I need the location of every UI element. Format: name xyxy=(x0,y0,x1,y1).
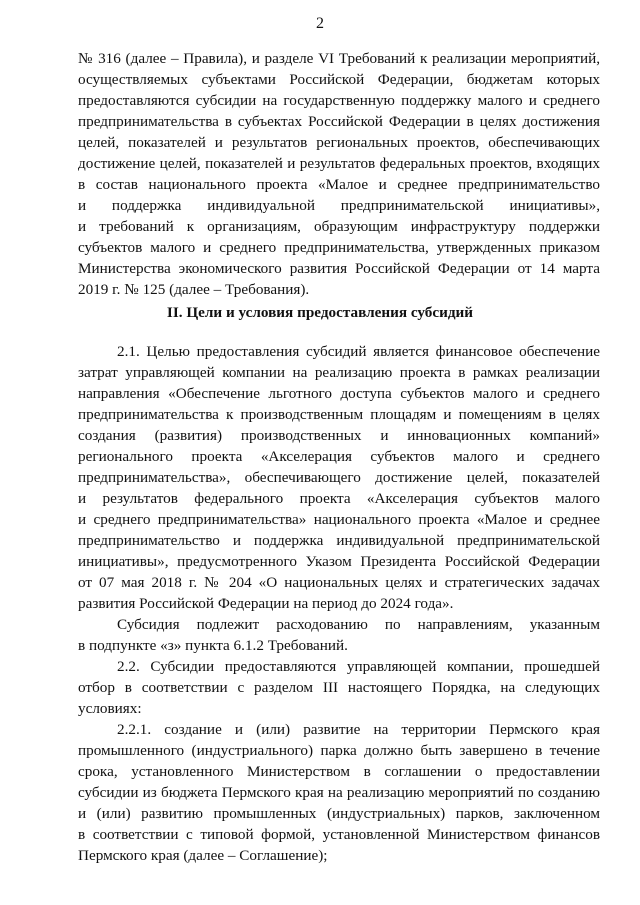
text-line: 2.2.1. создание и (или) развитие на территории Пермского края xyxy=(117,721,600,738)
text-line: и поддержка индивидуальной предпринимательской инициативы», xyxy=(78,197,600,214)
text-line: направления «Обеспечение льготного доступа субъектов малого и среднего xyxy=(78,385,600,402)
text-line: в подпункте «з» пункта 6.1.2 Требований. xyxy=(78,637,348,654)
text-line: субъектов малого и среднего предпринимательства, утвержденных приказом xyxy=(78,239,600,256)
text-line: инициативы», предусмотренного Указом Президента Российской Федерации xyxy=(78,553,600,570)
text-line: осуществляемых субъектами Российской Федерации, бюджетам которых xyxy=(78,71,600,88)
text-line: предоставляются субсидии на государственную поддержку малого и среднего xyxy=(78,92,600,109)
text-line: затрат управляющей компании на реализацию проекта в рамках реализации xyxy=(78,364,600,381)
text-line: срока, установленного Министерством в соглашении о предоставлении xyxy=(78,763,600,780)
text-line: промышленного (индустриального) парка должно быть завершено в течение xyxy=(78,742,600,759)
text-line: предпринимательства к производственным площадям и помещениям в целях xyxy=(78,406,600,423)
text-line: и требований к организациям, образующим инфраструктуру поддержки xyxy=(78,218,600,235)
page-number: 2 xyxy=(316,15,324,32)
text-line: 2019 г. № 125 (далее – Требования). xyxy=(78,281,310,298)
text-line: и (или) развитию промышленных (индустриальных) парков, заключенном xyxy=(78,805,600,822)
text-line: в соответствии с типовой формой, установленной Министерством финансов xyxy=(78,826,600,843)
text-line: достижение целей, показателей и результатов федеральных проектов, входящих xyxy=(78,155,600,172)
text-line: создания (развития) производственных и инновационных компаний» xyxy=(78,427,600,444)
text-line: и среднего предпринимательства» национального проекта «Малое и среднее xyxy=(78,511,600,528)
text-line: отбор в соответствии с разделом III настоящего Порядка, на следующих xyxy=(78,679,600,696)
text-line: субсидии из бюджета Пермского края на реализацию мероприятий по созданию xyxy=(78,784,600,801)
text-line: и результатов федерального проекта «Акселерация субъектов малого xyxy=(78,490,600,507)
text-line: Пермского края (далее – Соглашение); xyxy=(78,847,328,864)
text-line: регионального проекта «Акселерация субъектов малого и среднего xyxy=(78,448,600,465)
text-line: предпринимательства в субъектах Российской Федерации в целях достижения xyxy=(78,113,600,130)
text-line: развития Российской Федерации на период до 2024 года». xyxy=(78,595,454,612)
text-line: в состав национального проекта «Малое и среднее предпринимательство xyxy=(78,176,600,193)
text-line: предпринимательства», обеспечивающего достижение целей, показателей xyxy=(78,469,600,486)
text-line: Субсидия подлежит расходованию по направлениям, указанным xyxy=(117,616,600,633)
text-line: № 316 (далее – Правила), и разделе VI Требований к реализации мероприятий, xyxy=(78,50,600,67)
text-line: 2.2. Субсидии предоставляются управляющей компании, прошедшей xyxy=(117,658,600,675)
text-line: Министерства экономического развития Российской Федерации от 14 марта xyxy=(78,260,600,277)
text-line: от 07 мая 2018 г. № 204 «О национальных целях и стратегических задачах xyxy=(78,574,600,591)
section-heading: II. Цели и условия предоставления субсидий xyxy=(166,304,474,321)
text-line: условиях: xyxy=(78,700,142,717)
text-line: предпринимательство и поддержка индивидуальной предпринимательской xyxy=(78,532,600,549)
text-line: целей, показателей и результатов региональных проектов, обеспечивающих xyxy=(78,134,600,151)
text-line: 2.1. Целью предоставления субсидий является финансовое обеспечение xyxy=(117,343,600,360)
